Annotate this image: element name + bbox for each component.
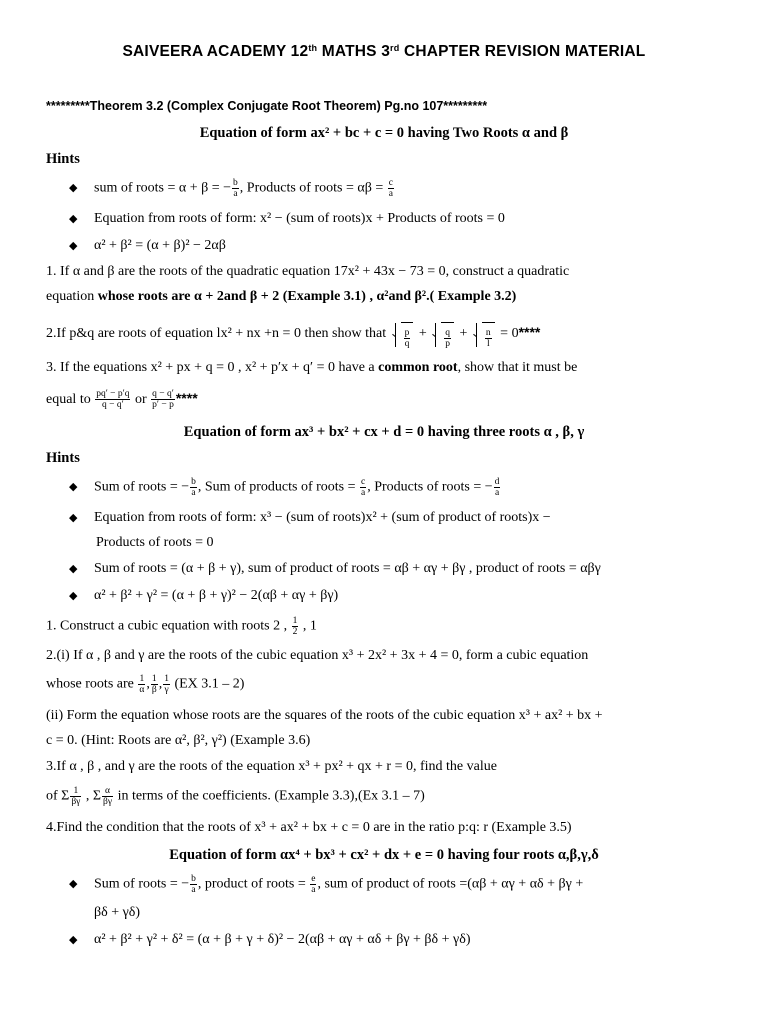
- sqrt-n-l: $\frac{n}{l}$: [473, 321, 495, 347]
- cubic-q3-line1: 3.If α , β , and γ are the roots of the equation x³ + px² + qx + r = 0, find the value: [46, 759, 497, 774]
- cubic-q2ii-line2: c = 0. (Hint: Roots are α², β², γ²) (Example 3.6): [46, 733, 311, 748]
- sqrt-q-p: $\frac{q}{p}$: [432, 321, 454, 347]
- fraction: $\frac{q - q'}{p' - p}$: [152, 389, 174, 411]
- theorem-line: *********Theorem 3.2 (Complex Conjugate Root Theorem) Pg.no 107*********: [46, 99, 488, 113]
- cubic-q2ii-line1: (ii) Form the equation whose roots are the squares of the roots of the cubic equation x³ + ax² + bx +: [46, 708, 603, 723]
- fraction: $\frac{b}{a}$: [233, 178, 238, 199]
- quad-q1-line2: equation whose roots are α + 2and β + 2 (Example 3.1) , α²and β².( Example 3.2): [46, 289, 517, 304]
- quad-q3-line1: 3. If the equations x² + px + q = 0 , x² + p′x + q′ = 0 have a common root, show that it must be: [46, 360, 578, 375]
- quad-q1-line1: 1. If α and β are the roots of the quadratic equation 17x² + 43x − 73 = 0, construct a quadratic: [46, 264, 570, 279]
- fraction: $\frac{c}{a}$: [388, 178, 393, 199]
- hints-label: Hints: [46, 450, 80, 466]
- cubic-q3-line2: of Σ $\frac{1}{\beta\gamma}$ , Σ $\frac{\alpha}{\beta\gamma}$ in terms of the coefficients. (Example 3.3),(Ex 3.1 – 7): [46, 786, 425, 807]
- cubic-heading: Equation of form ax³ + bx² + cx + d = 0 having three roots α , β, γ: [183, 424, 585, 440]
- page-title: SAIVEERA ACADEMY 12th MATHS 3rd CHAPTER REVISION MATERIAL: [122, 43, 646, 60]
- quadratic-heading: Equation of form ax² + bc + c = 0 having Two Roots α and β: [199, 125, 569, 141]
- hints-label: Hints: [46, 151, 80, 167]
- quad-q3-line2: equal to $\frac{pq' - p'q}{q - q'}$ or $\frac{q - q'}{p' - p}$ ****: [46, 389, 198, 411]
- quartic-heading: Equation of form αx⁴ + bx³ + cx² + dx + e = 0 having four roots α,β,γ,δ: [169, 847, 599, 863]
- quad-q2: 2.If p&q are roots of equation lx² + nx +n = 0 then show that $\frac{p}{q}$ + $\frac{q}{p}$ + $\frac{n}{l}$ = 0****: [46, 318, 540, 348]
- quartic-hint-1-cont: βδ + γδ): [94, 905, 141, 920]
- cubic-q1: 1. Construct a cubic equation with roots 2 , $\frac{1}{2}$ , 1: [46, 616, 317, 637]
- fraction: $\frac{pq' - p'q}{q - q'}$: [96, 389, 130, 411]
- sqrt-p-q: $\frac{p}{q}$: [392, 321, 414, 347]
- cubic-q2i-line1: 2.(i) If α , β and γ are the roots of the cubic equation x³ + 2x² + 3x + 4 = 0, form a cubic equation: [46, 648, 589, 663]
- cubic-hint-2-cont: Products of roots = 0: [96, 535, 214, 550]
- cubic-q2i-line2: whose roots are $\frac{1}{\alpha}$ , $\frac{1}{\beta}$ , $\frac{1}{\gamma}$ (EX 3.1 – 2): [46, 674, 245, 695]
- cubic-q4: 4.Find the condition that the roots of x³ + ax² + bx + c = 0 are in the ratio p:q: r (Example 3.5): [46, 820, 572, 835]
